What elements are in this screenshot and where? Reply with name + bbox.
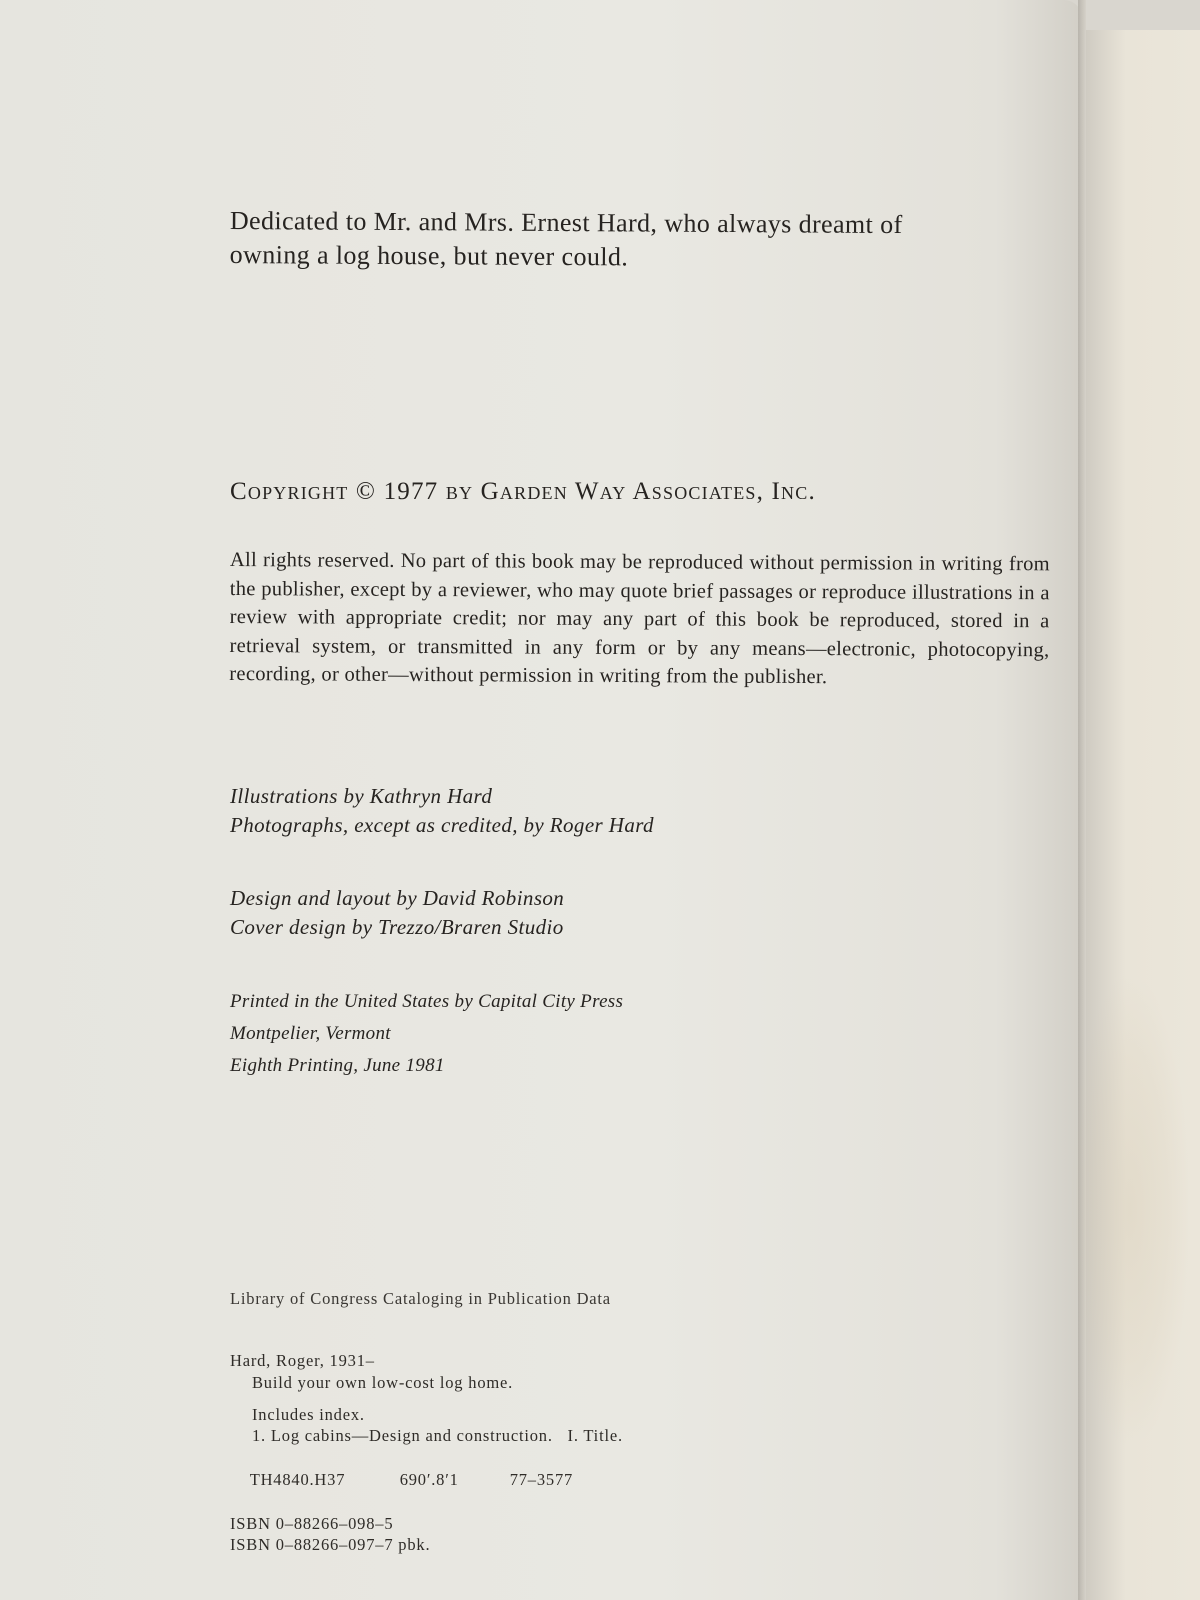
- printer-line: Printed in the United States by Capital City Press: [230, 991, 624, 1012]
- illustration-credits: [230, 782, 654, 839]
- copyright-notice: Copyright © 1977 by Garden Way Associates, Inc.: [230, 478, 816, 505]
- cover-credit: Cover design by Trezzo/Braren Studio: [230, 914, 564, 939]
- design-credits: [230, 884, 564, 941]
- cip-isbn-2: ISBN 0–88266–097–7 pbk.: [230, 1535, 431, 1555]
- illustrations-credit: Illustrations by Kathryn Hard: [230, 784, 493, 808]
- cip-classification: [230, 1447, 623, 1512]
- cip-call-number: TH4840.H37: [249, 1469, 346, 1489]
- cip-index: Includes index.: [252, 1404, 365, 1424]
- cip-author: Hard, Roger, 1931–: [230, 1351, 375, 1370]
- cip-dewey: 690′.8′1: [399, 1469, 459, 1489]
- dedication: [230, 204, 1050, 277]
- printing-info: [230, 986, 623, 1082]
- photographs-credit: Photographs, except as credited, by Roger Hard: [230, 812, 654, 837]
- cip-subjects: 1. Log cabins—Design and construction. I. Title.: [252, 1426, 623, 1446]
- cip-data: [230, 1350, 623, 1556]
- dedication-line-1: Dedicated to Mr. and Mrs. Ernest Hard, who always dreamt of: [229, 205, 903, 240]
- cip-title: Build your own low-cost log home.: [252, 1372, 514, 1392]
- printing-edition: Eighth Printing, June 1981: [230, 1055, 445, 1076]
- printer-location: Montpelier, Vermont: [230, 1023, 391, 1044]
- rights-statement: All rights reserved. No part of this book may be reproduced without permission in writing from the publisher, except by a reviewer, who may quote brief passages or reproduce illustrations in a review with appropriate credit; nor may any part of this book be reproduced, stored in a retrieval system, or transmitted in any form or by any means—electronic, photocopying, recording, or other—without permission in writing from the publisher.: [229, 548, 1050, 689]
- cip-lccn: 77–3577: [509, 1469, 574, 1489]
- water-stain: [1070, 970, 1190, 1450]
- cip-isbn-1: ISBN 0–88266–098–5: [230, 1513, 394, 1533]
- cip-heading: Library of Congress Cataloging in Publication Data: [230, 1289, 611, 1308]
- design-credit: Design and layout by David Robinson: [230, 886, 565, 910]
- dedication-line-2: owning a log house, but never could.: [229, 239, 629, 272]
